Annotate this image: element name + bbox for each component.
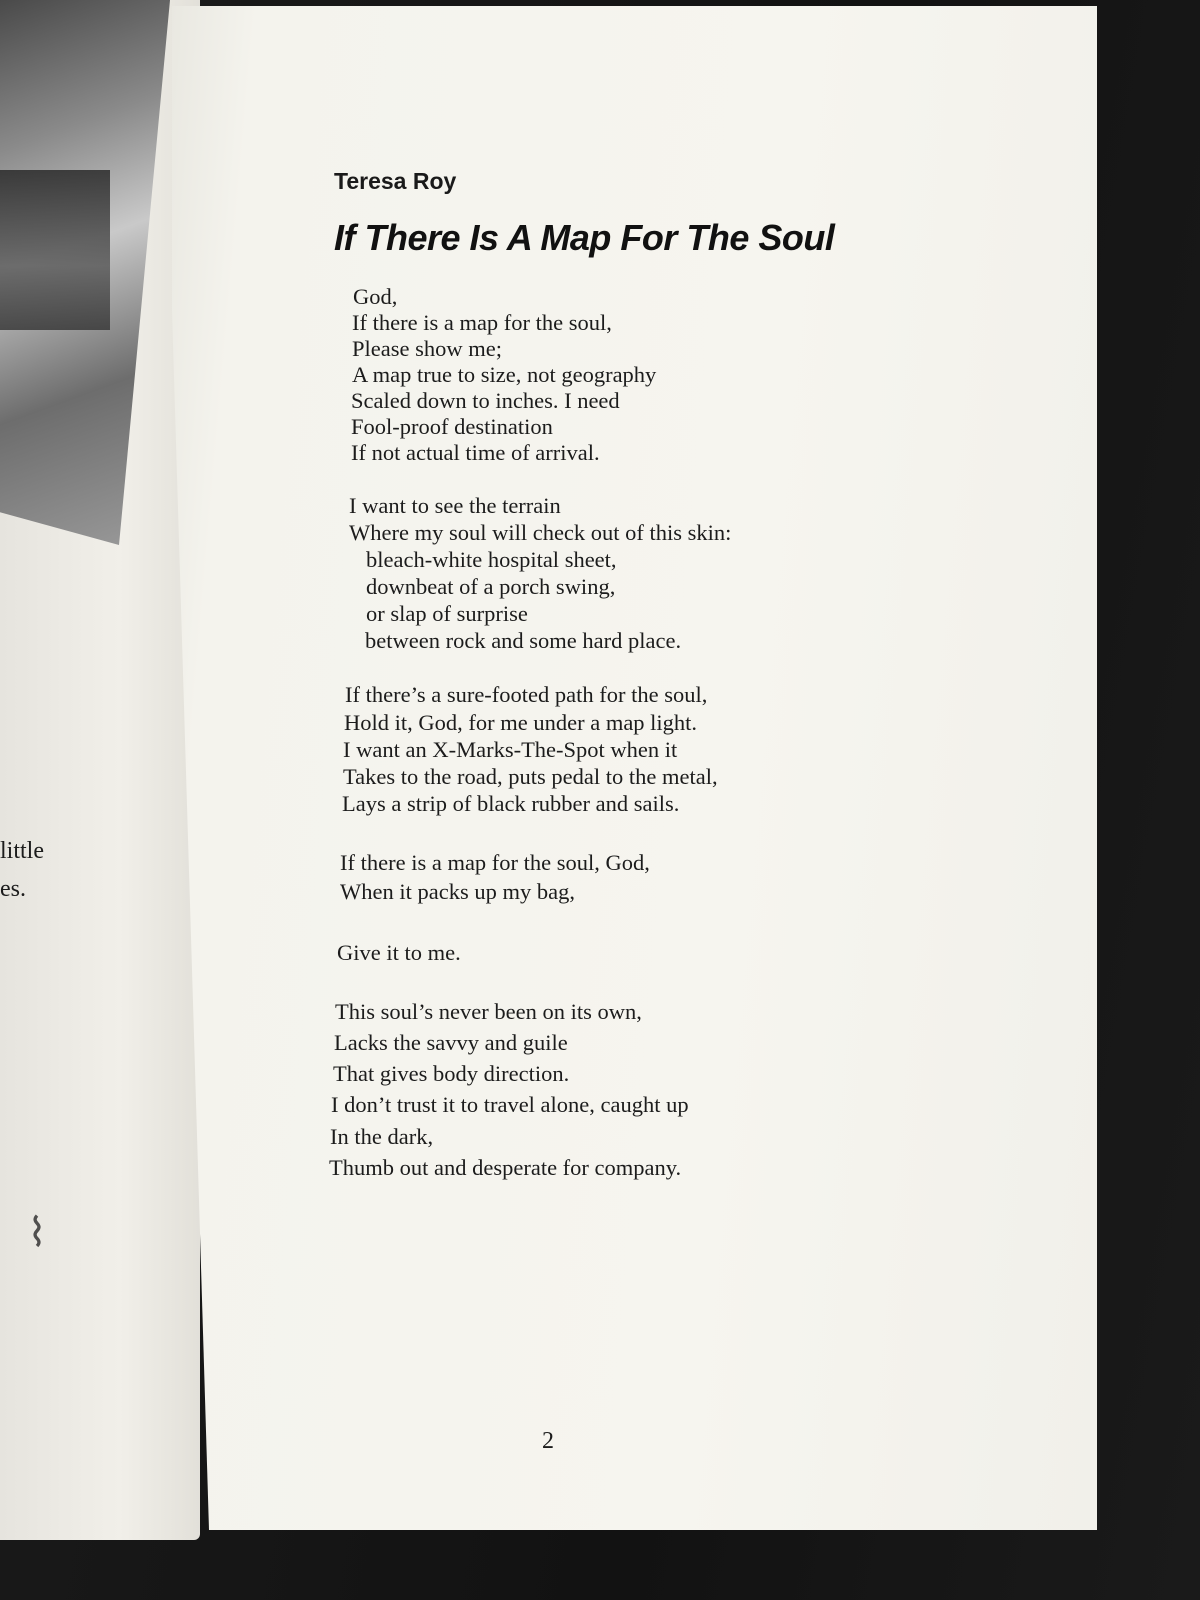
poem-line: I don’t trust it to travel alone, caught up bbox=[331, 1092, 689, 1117]
poem-author: Teresa Roy bbox=[334, 168, 457, 194]
previous-page-fragment: little bbox=[0, 838, 44, 864]
poem-line: Please show me; bbox=[352, 336, 502, 361]
poem-line: downbeat of a porch swing, bbox=[366, 574, 616, 599]
poem-line: Lays a strip of black rubber and sails. bbox=[342, 791, 680, 816]
poem-line: Takes to the road, puts pedal to the metal, bbox=[343, 764, 718, 789]
previous-page bbox=[0, 0, 200, 1540]
poem-line: If not actual time of arrival. bbox=[351, 440, 600, 465]
poem-line: This soul’s never been on its own, bbox=[335, 999, 642, 1024]
poem-line: Where my soul will check out of this skin: bbox=[349, 520, 732, 545]
poem-line: A map true to size, not geography bbox=[352, 362, 657, 387]
poem-line: God, bbox=[353, 284, 398, 309]
poem-title: If There Is A Map For The Soul bbox=[334, 217, 835, 258]
poem-line: or slap of surprise bbox=[366, 601, 528, 626]
poem-line: In the dark, bbox=[330, 1124, 434, 1149]
poem-line: Hold it, God, for me under a map light. bbox=[344, 710, 698, 735]
previous-page-photo bbox=[0, 0, 170, 545]
poem-line: Scaled down to inches. I need bbox=[351, 388, 620, 413]
poem-line: Fool-proof destination bbox=[351, 414, 553, 439]
previous-page-fragment: es. bbox=[0, 876, 26, 902]
poem-line: I want an X-Marks-The-Spot when it bbox=[343, 737, 678, 762]
poem-line: Give it to me. bbox=[337, 940, 461, 965]
poem-line: That gives body direction. bbox=[333, 1061, 570, 1086]
poem-line: Lacks the savvy and guile bbox=[334, 1030, 568, 1055]
poem-line: between rock and some hard place. bbox=[365, 628, 682, 653]
poem-line: If there’s a sure-footed path for the soul, bbox=[345, 682, 708, 707]
previous-page-decoration: ⌇ bbox=[14, 1210, 60, 1256]
poem-line: When it packs up my bag, bbox=[340, 879, 575, 904]
poem-line: Thumb out and desperate for company. bbox=[329, 1155, 682, 1180]
poem-line: If there is a map for the soul, God, bbox=[340, 850, 650, 875]
poem-line: I want to see the terrain bbox=[349, 493, 561, 518]
poem-line: If there is a map for the soul, bbox=[352, 310, 612, 335]
page-number: 2 bbox=[542, 1428, 554, 1454]
poem-line: bleach-white hospital sheet, bbox=[366, 547, 617, 572]
